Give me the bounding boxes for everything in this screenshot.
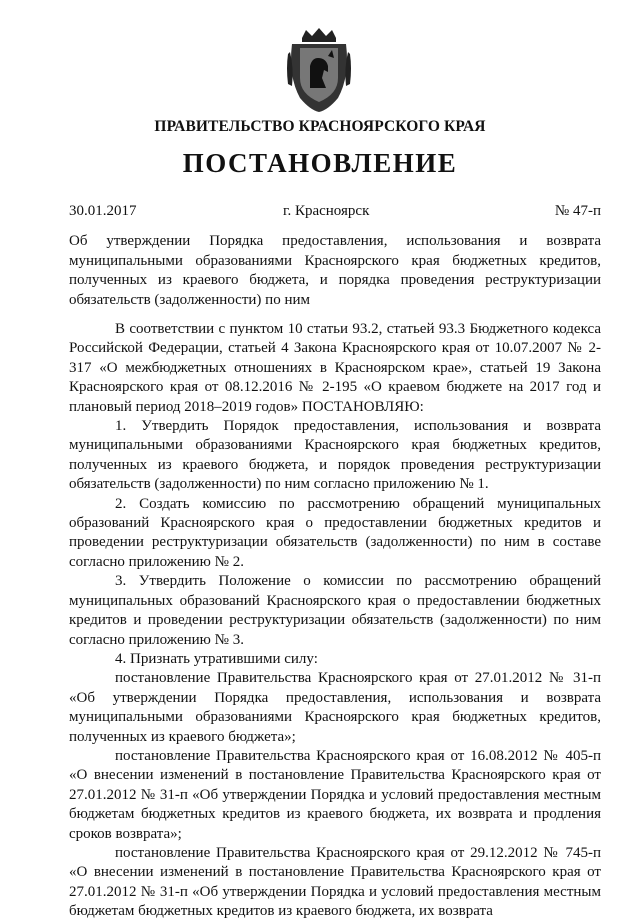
document-number: № 47-п (554, 203, 601, 219)
item-3-paragraph: 3. Утвердить Положение о комиссии по рассмотрению обращений муниципальных образований Красноярского края о предоставлении бюджетных кредитов и проведении реструктуризации обязательств (задолженности) по ним согласно приложению № 3. (69, 573, 601, 648)
item-4b-paragraph: постановление Правительства Красноярского края от 16.08.2012 № 405-п «О внесении изменений в постановление Правительства Красноярского края от 27.01.2012 № 31-п «Об утверждении Порядка и условий предоставления местным бюджетам бюджетных кредитов из краевого бюджета, их возврата и продления сроков возврата»; (69, 747, 601, 842)
document-body (69, 320, 601, 922)
document-city: г. Красноярск (283, 203, 370, 219)
document-date: 30.01.2017 (69, 203, 137, 219)
item-4-paragraph: 4. Признать утратившими силу: (115, 650, 318, 667)
item-2-paragraph: 2. Создать комиссию по рассмотрению обращений муниципальных образований Красноярского края о предоставлении бюджетных кредитов и проведении реструктуризации обязательств (задолженности) по ним в составе согласно приложению № 2. (69, 495, 601, 570)
document-type-title: ПОСТАНОВЛЕНИЕ (182, 148, 458, 178)
coat-of-arms-icon (286, 28, 352, 112)
item-1-paragraph: 1. Утвердить Порядок предоставления, использования и возврата муниципальными образованиями Красноярского края бюджетных кредитов, полученных из краевого бюджета, и порядок проведения реструктуризации обязательств (задолженности) по ним согласно приложению № 1. (69, 418, 601, 493)
government-title: ПРАВИТЕЛЬСТВО КРАСНОЯРСКОГО КРАЯ (154, 118, 486, 135)
preamble-paragraph: В соответствии с пунктом 10 статьи 93.2, статьей 93.3 Бюджетного кодекса Российской Федерации, статьей 4 Закона Красноярского края от 10.07.2007 № 2-317 «О межбюджетных отношениях в Красноярском крае», статьей 19 Закона Красноярского края от 08.12.2016 № 2-195 «О краевом бюджете на 2017 год и плановый период 2018–2019 годов» ПОСТАНОВЛЯЮ: (69, 321, 601, 415)
document-subject: Об утверждении Порядка предоставления, использования и возврата муниципальными образованиями Красноярского края бюджетных кредитов, полученных из краевого бюджета, и порядка проведения реструктуризации обязательств (задолженности) по ним (69, 233, 601, 308)
item-4a-paragraph: постановление Правительства Красноярского края от 27.01.2012 № 31-п «Об утверждении Порядка предоставления, использования и возврата муниципальными образованиями Красноярского края бюджетных кредитов, полученных из краевого бюджета»; (69, 670, 601, 745)
item-4c-paragraph: постановление Правительства Красноярского края от 29.12.2012 № 745-п «О внесении изменений в постановление Правительства Красноярского края от 27.01.2012 № 31-п «Об утверждении Порядка и условий предоставления местным бюджетам бюджетных кредитов из краевого бюджета, их возврата (69, 844, 601, 920)
